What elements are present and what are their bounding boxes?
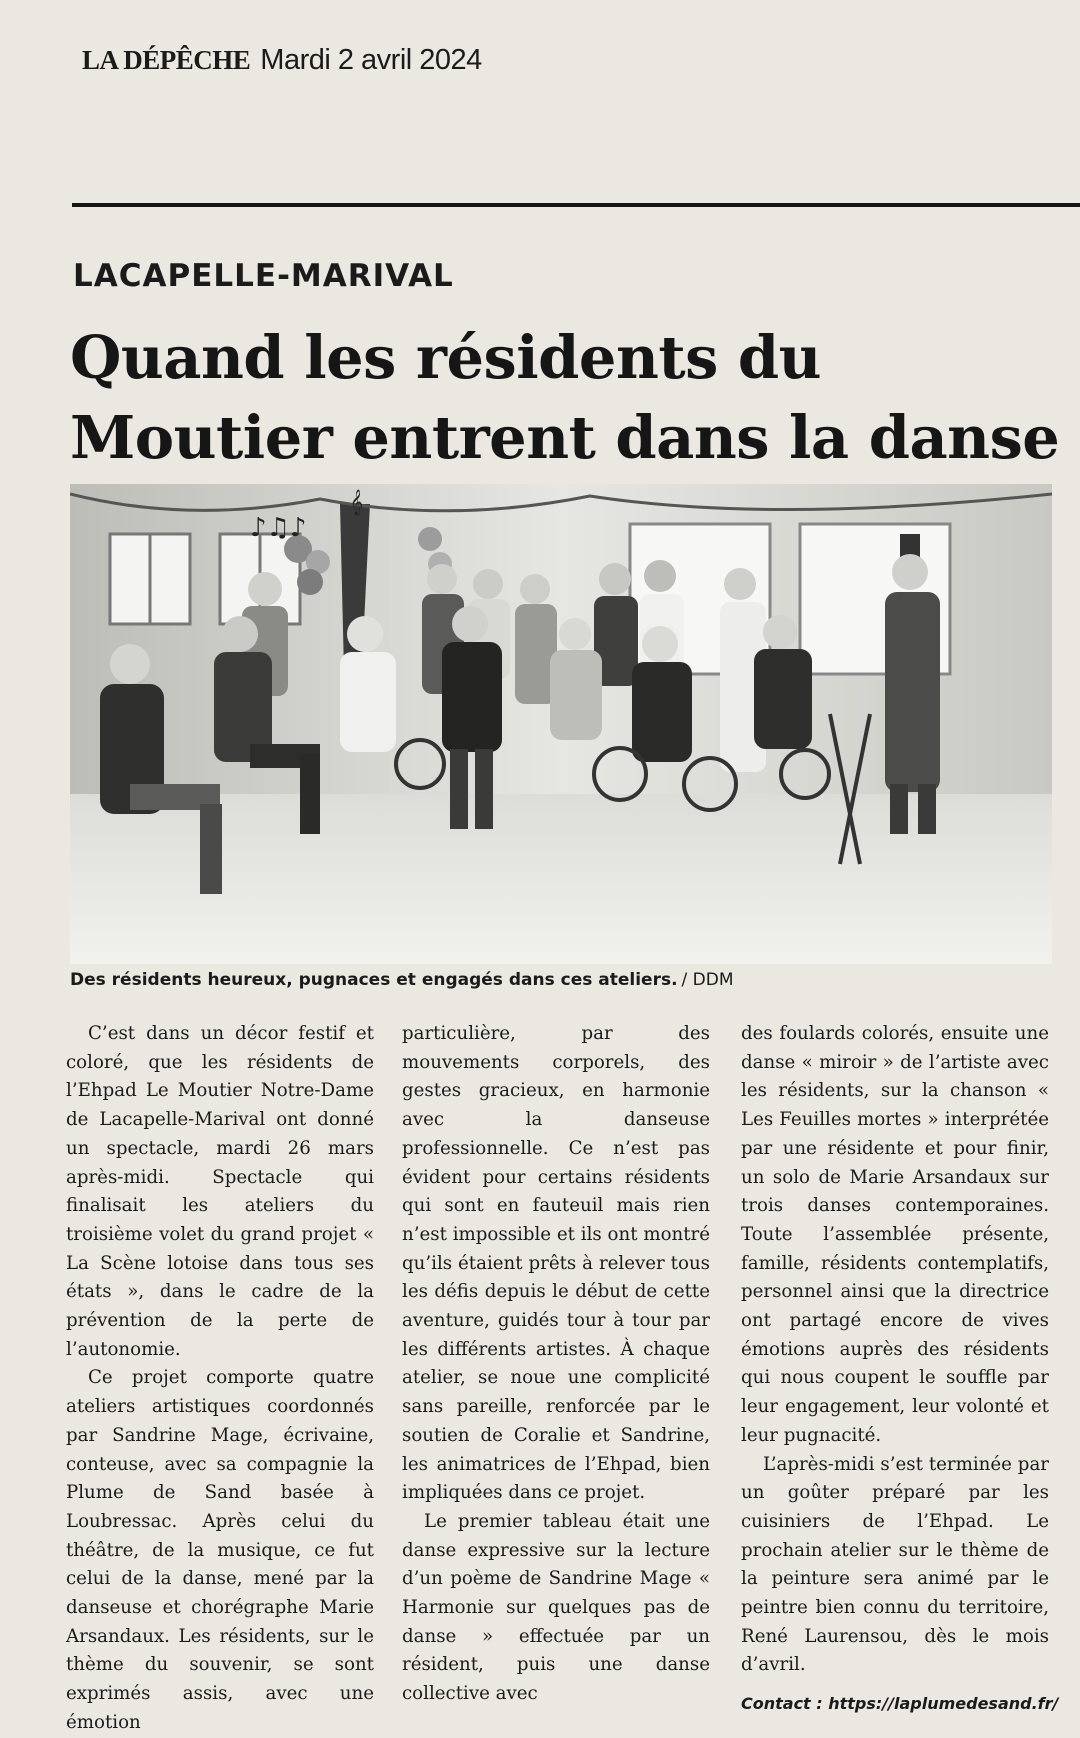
- headline-line-1: Quand les résidents du: [70, 323, 822, 392]
- photo-credit: / DDM: [681, 970, 734, 990]
- header-rule: [72, 203, 1080, 207]
- issue-date: Mardi 2 avril 2024: [260, 44, 482, 76]
- paragraph: particulière, par des mouvements corporels, des gestes gracieux, en harmonie avec la danseuse professionnelle. Ce n’est pas évident pour certains résidents qui sont en fauteuil mais rien n’est impossible et ils ont montré qu’ils étaient prêts à relever tous les défis depuis le début de cette aventure, guidés tour à tour par les différents artistes. À chaque atelier, se noue une complicité sans pareille, renforcée par le soutien de Coralie et Sandrine, les animatrices de l’Ehpad, bien impliquées dans ce projet.: [402, 1023, 710, 1504]
- photo-caption: [70, 970, 734, 990]
- article-kicker: LACAPELLE-MARIVAL: [73, 258, 454, 294]
- svg-text:♪♫♪: ♪♫♪: [250, 513, 307, 543]
- caption-text: Des résidents heureux, pugnaces et engagés dans ces ateliers.: [70, 970, 678, 990]
- svg-text:𝄞: 𝄞: [350, 490, 364, 515]
- article-headline: [70, 318, 1070, 478]
- paragraph: C’est dans un décor festif et coloré, que les résidents de l’Ehpad Le Moutier Notre-Dame de Lacapelle-Marival ont donné un spectacle, mardi 26 mars après-midi. Spectacle qui finalisait les ateliers du troisième volet du grand projet « La Scène lotoise dans tous ses états », dans le cadre de la prévention de la perte de l’autonomie.: [66, 1023, 374, 1360]
- group-photo-illustration: [70, 484, 1052, 964]
- paragraph: L’après-midi s’est terminée par un goûter préparé par les cuisiniers de l’Ehpad. Le prochain atelier sur le thème de la peinture sera animé par le peintre bien connu du territoire, René Laurensou, dès le mois d’avril.: [741, 1453, 1049, 1676]
- newspaper-name: LA DÉPÊCHE: [82, 45, 251, 75]
- paragraph: des foulards colorés, ensuite une danse « miroir » de l’artiste avec les résidents, sur la chanson « Les Feuilles mortes » interprétée par une résidente et pour finir, un solo de Marie Arsandaux sur trois danses contemporaines. Toute l’assemblée présente, famille, résidents contemplatifs, personnel ainsi que la directrice ont partagé encore de vives émotions auprès des résidents qui nous coupent le souffle par leur engagement, leur volonté et leur pugnacité.: [741, 1023, 1049, 1446]
- masthead: [82, 44, 482, 77]
- article-column-1: [66, 1020, 374, 1738]
- article-column-2: [402, 1020, 710, 1709]
- article-photo: [70, 484, 1052, 964]
- article-column-3: [741, 1020, 1059, 1719]
- headline-line-2: Moutier entrent dans la danse: [70, 403, 1060, 472]
- contact-line: Contact : https://laplumedesand.fr/: [741, 1694, 1059, 1714]
- paragraph: Ce projet comporte quatre ateliers artistiques coordonnés par Sandrine Mage, écrivaine, conteuse, avec sa compagnie la Plume de Sand basée à Loubressac. Après celui du théâtre, de la musique, ce fut celui de la danse, mené par la danseuse et chorégraphe Marie Arsandaux. Les résidents, sur le thème du souvenir, se sont exprimés assis, avec une émotion: [66, 1367, 374, 1733]
- paragraph: Le premier tableau était une danse expressive sur la lecture d’un poème de Sandrine Mage « Harmonie sur quelques pas de danse » effectuée par un résident, puis une danse collective avec: [402, 1510, 710, 1705]
